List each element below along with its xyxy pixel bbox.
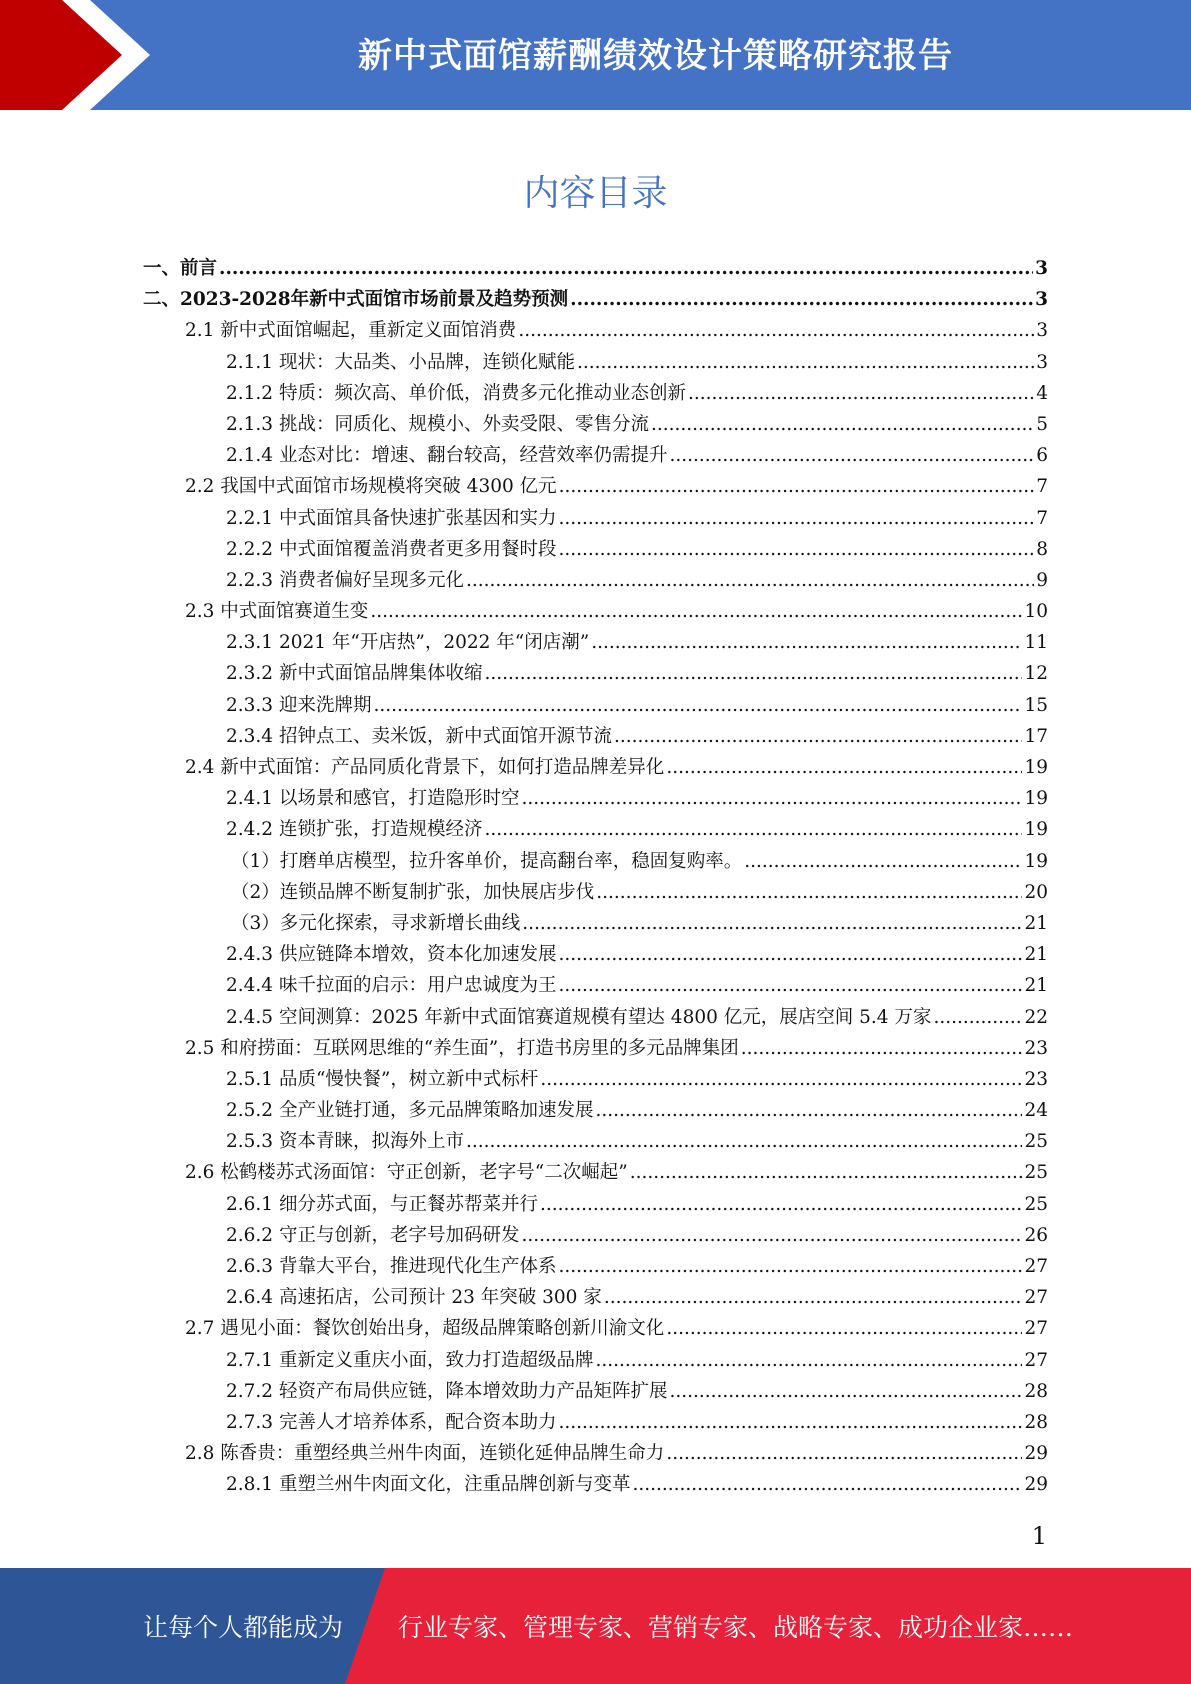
toc-entry-title: 2.2.1 中式面馆具备快速扩张基因和实力 (226, 507, 557, 529)
toc-entry-page: 19 (1024, 819, 1048, 841)
toc-entry-page: 7 (1036, 507, 1048, 529)
toc-entry-title: 2.3.4 招钟点工、卖米饭，新中式面馆开源节流 (226, 725, 612, 747)
toc-entry[interactable] (143, 1190, 1048, 1221)
toc-entry[interactable] (143, 815, 1048, 846)
toc-entry[interactable] (143, 1283, 1048, 1314)
toc-leader-dots (604, 1287, 1023, 1308)
toc-entry[interactable] (143, 971, 1048, 1002)
toc-entry-title: 2.7.1 重新定义重庆小面，致力打造超级品牌 (226, 1349, 594, 1371)
toc-entry-page: 4 (1036, 382, 1048, 404)
toc-entry-page: 19 (1024, 788, 1048, 810)
toc-entry-page: 6 (1036, 445, 1048, 467)
toc-entry-page: 24 (1024, 1100, 1048, 1122)
toc-leader-dots (744, 851, 1022, 872)
toc-leader-dots (614, 726, 1022, 747)
toc-entry[interactable] (143, 566, 1048, 597)
toc-entry[interactable] (143, 847, 1048, 878)
toc-entry-page: 20 (1024, 881, 1048, 903)
toc-entry-title: 2.4.4 味千拉面的启示：用户忠诚度为王 (226, 975, 557, 997)
toc-entry[interactable] (143, 1003, 1048, 1034)
toc-entry[interactable] (143, 909, 1048, 940)
toc-entry-page: 21 (1024, 975, 1048, 997)
toc-entry-page: 15 (1024, 694, 1048, 716)
toc-entry[interactable] (143, 659, 1048, 690)
toc-entry[interactable] (143, 1158, 1048, 1189)
toc-entry-page: 29 (1024, 1474, 1048, 1496)
toc-entry-page: 3 (1036, 320, 1048, 342)
toc-leader-dots (373, 695, 1022, 716)
toc-heading: 内容目录 (523, 173, 668, 214)
toc-leader-dots (558, 539, 1034, 560)
toc-entry-title: 2.4.1 以场景和感官，打造隐形时空 (226, 788, 520, 810)
toc-entry-title: 2.7.3 完善人才培养体系，配合资本助力 (226, 1411, 557, 1433)
toc-entry-title: 2.4.5 空间测算：2025 年新中式面馆赛道规模有望达 4800 亿元，展店空间 5.4 万家 (226, 1006, 932, 1028)
toc-entry-title: 2.2.2 中式面馆覆盖消费者更多用餐时段 (226, 538, 557, 560)
toc-entry[interactable] (143, 1065, 1048, 1096)
toc-entry-title: 2.5 和府捞面：互联网思维的“养生面”，打造书房里的多元品牌集团 (185, 1037, 739, 1059)
toc-leader-dots (466, 570, 1034, 591)
toc-entry[interactable] (143, 316, 1048, 347)
report-title: 新中式面馆薪酬绩效设计策略研究报告 (358, 36, 953, 76)
toc-entry-title: 2.8.1 重塑兰州牛肉面文化，注重品牌创新与变革 (226, 1474, 631, 1496)
toc-entry-page: 3 (1035, 258, 1048, 279)
toc-entry[interactable] (143, 504, 1048, 535)
toc-leader-dots (484, 663, 1022, 684)
toc-entry-page: 27 (1024, 1349, 1048, 1371)
toc-entry[interactable] (143, 597, 1048, 628)
toc-entry-page: 5 (1036, 413, 1048, 435)
toc-leader-dots (933, 1007, 1022, 1028)
toc-entry[interactable] (143, 878, 1048, 909)
toc-entry-page: 9 (1036, 569, 1048, 591)
toc-entry[interactable] (143, 784, 1048, 815)
toc-leader-dots (596, 882, 1022, 903)
page-footer (0, 1568, 1191, 1684)
toc-leader-dots (688, 383, 1034, 404)
toc-entry-title: 2.3.2 新中式面馆品牌集体收缩 (226, 663, 483, 685)
toc-entry-page: 10 (1024, 601, 1048, 623)
toc-entry-title: 2.8 陈香贵：重塑经典兰州牛肉面，连锁化延伸品牌生命力 (185, 1443, 665, 1465)
toc-leader-dots (666, 757, 1022, 778)
toc-entry[interactable] (143, 1346, 1048, 1377)
toc-entry-page: 22 (1024, 1006, 1048, 1028)
toc-entry-page: 11 (1024, 632, 1048, 654)
toc-entry-page: 19 (1024, 757, 1048, 778)
toc-entry-page: 19 (1024, 850, 1048, 872)
toc-entry[interactable] (143, 1252, 1048, 1283)
toc-entry[interactable] (143, 1314, 1048, 1345)
toc-leader-dots (595, 1350, 1022, 1371)
toc-leader-dots (219, 258, 1033, 279)
toc-entry-page: 3 (1035, 289, 1048, 311)
footer-slogan-left: 让每个人都能成为 (143, 1613, 344, 1642)
toc-entry[interactable] (143, 535, 1048, 566)
toc-leader-dots (558, 975, 1022, 996)
header-chevron-graphic (0, 0, 160, 110)
toc-leader-dots (666, 1443, 1022, 1464)
toc-entry-title: 2.2.3 消费者偏好呈现多元化 (226, 569, 464, 591)
toc-leader-dots (558, 944, 1022, 965)
toc-entry-title: 2.5.3 资本青睐，拟海外上市 (226, 1131, 464, 1153)
toc-entry-page: 3 (1036, 351, 1048, 373)
toc-leader-dots (595, 1100, 1022, 1121)
toc-entry[interactable] (143, 410, 1048, 441)
toc-entry-page: 21 (1024, 912, 1048, 934)
toc-entry-page: 7 (1036, 476, 1048, 498)
toc-leader-dots (466, 1131, 1022, 1152)
toc-entry-page: 25 (1024, 1162, 1048, 1184)
toc-leader-dots (522, 913, 1022, 934)
toc-entry-title: 2.5.1 品质“慢快餐”，树立新中式标杆 (226, 1068, 539, 1090)
toc-entry-title: 一、前言 (143, 258, 218, 279)
page-header (0, 0, 1191, 110)
toc-entry-title: 2.7.2 轻资产布局供应链，降本增效助力产品矩阵扩展 (226, 1380, 668, 1402)
toc-entry-page: 27 (1024, 1256, 1048, 1277)
toc-entry-title: 2.6.4 高速拓店，公司预计 23 年突破 300 家 (226, 1287, 602, 1309)
toc-entry-page: 25 (1024, 1193, 1048, 1215)
toc-leader-dots (577, 352, 1034, 373)
toc-leader-dots (570, 289, 1033, 310)
toc-entry-title: 2.6 松鹤楼苏式汤面馆：守正创新，老字号“二次崛起” (185, 1162, 628, 1184)
toc-entry-title: 2.3 中式面馆赛道生变 (185, 601, 369, 623)
toc-entry[interactable] (143, 1377, 1048, 1408)
toc-entry-page: 27 (1024, 1287, 1048, 1309)
toc-entry-title: 2.1.3 挑战：同质化、规模小、外卖受限、零售分流 (226, 413, 649, 435)
toc-entry-title: 2.6.1 细分苏式面，与正餐苏帮菜并行 (226, 1193, 538, 1215)
toc-entry[interactable] (143, 691, 1048, 722)
toc-leader-dots (591, 632, 1022, 653)
toc-leader-dots (651, 414, 1034, 435)
toc-entry[interactable] (143, 254, 1048, 285)
toc-leader-dots (540, 1194, 1022, 1215)
toc-entry-title: 二、2023-2028年新中式面馆市场前景及趋势预测 (143, 289, 569, 311)
toc-entry[interactable] (143, 753, 1048, 784)
toc-entry-title: 2.1 新中式面馆崛起，重新定义面馆消费 (185, 320, 517, 342)
toc-leader-dots (540, 1069, 1022, 1090)
toc-entry-title: （1）打磨单店模型，拉升客单价，提高翻台率，稳固复购率。 (231, 850, 743, 872)
toc-entry[interactable] (143, 1096, 1048, 1127)
toc-leader-dots (666, 1318, 1022, 1339)
toc-leader-dots (630, 1162, 1023, 1183)
toc-entry[interactable] (143, 348, 1048, 379)
toc-entry-title: 2.4 新中式面馆：产品同质化背景下，如何打造品牌差异化 (185, 757, 665, 778)
toc-entry-title: 2.1.2 特质：频次高、单价低，消费多元化推动业态创新 (226, 382, 686, 404)
toc-entry-title: 2.7 遇见小面：餐饮创始出身，超级品牌策略创新川渝文化 (185, 1318, 665, 1340)
toc-entry[interactable] (143, 1127, 1048, 1158)
toc-entry[interactable] (143, 441, 1048, 472)
toc-entry-page: 27 (1024, 1318, 1048, 1340)
toc-entry-title: 2.6.3 背靠大平台，推进现代化生产体系 (226, 1256, 557, 1277)
toc-entry-page: 8 (1036, 538, 1048, 560)
toc-entry[interactable] (143, 1408, 1048, 1439)
page-number: 1 (1031, 1522, 1047, 1550)
toc-entry[interactable] (143, 1034, 1048, 1065)
toc-leader-dots (669, 1381, 1022, 1402)
toc-entry-page: 28 (1024, 1380, 1048, 1402)
toc-entry-title: （2）连锁品牌不断复制扩张，加快展店步伐 (231, 881, 595, 903)
toc-leader-dots (370, 601, 1022, 622)
toc-leader-dots (558, 1412, 1022, 1433)
toc-entry[interactable] (143, 1439, 1048, 1470)
toc-leader-dots (632, 1474, 1022, 1495)
toc-entry-page: 28 (1024, 1411, 1048, 1433)
toc-leader-dots (741, 1038, 1023, 1059)
toc-entry-title: 2.3.3 迎来洗牌期 (226, 694, 372, 716)
toc-entry-title: 2.2 我国中式面馆市场规模将突破 4300 亿元 (185, 476, 557, 498)
toc-entry[interactable] (143, 1470, 1048, 1501)
toc-entry[interactable] (143, 940, 1048, 971)
toc-entry-title: 2.1.1 现状：大品类、小品牌，连锁化赋能 (226, 351, 575, 373)
toc-leader-dots (484, 819, 1022, 840)
toc-entry-page: 29 (1024, 1443, 1048, 1465)
toc-entry-page: 25 (1024, 1131, 1048, 1153)
toc-entry-title: 2.3.1 2021 年“开店热”，2022 年“闭店潮” (226, 632, 590, 654)
toc-entry[interactable] (143, 379, 1048, 410)
toc-entry-page: 21 (1024, 944, 1048, 966)
toc-leader-dots (558, 508, 1034, 529)
toc-entry[interactable] (143, 722, 1048, 753)
toc-leader-dots (521, 1225, 1022, 1246)
table-of-contents (143, 254, 1048, 1502)
toc-entry-title: 2.4.3 供应链降本增效，资本化加速发展 (226, 944, 557, 966)
toc-leader-dots (669, 445, 1034, 466)
toc-entry-title: 2.1.4 业态对比：增速、翻台较高，经营效率仍需提升 (226, 445, 668, 467)
toc-entry-page: 23 (1024, 1068, 1048, 1090)
toc-leader-dots (558, 1256, 1022, 1277)
toc-entry[interactable] (143, 628, 1048, 659)
toc-entry-title: （3）多元化探索，寻求新增长曲线 (231, 912, 521, 934)
toc-leader-dots (518, 320, 1034, 341)
toc-entry-page: 12 (1024, 663, 1048, 685)
toc-entry-page: 17 (1024, 725, 1048, 747)
toc-entry-page: 23 (1024, 1037, 1048, 1059)
toc-entry[interactable] (143, 1221, 1048, 1252)
toc-entry-title: 2.5.2 全产业链打通，多元品牌策略加速发展 (226, 1100, 594, 1122)
toc-entry-page: 26 (1024, 1224, 1048, 1246)
toc-entry-title: 2.6.2 守正与创新，老字号加码研发 (226, 1224, 520, 1246)
toc-entry[interactable] (143, 472, 1048, 503)
footer-slogan-right: 行业专家、管理专家、营销专家、战略专家、成功企业家…… (398, 1613, 1074, 1642)
toc-entry-title: 2.4.2 连锁扩张，打造规模经济 (226, 819, 483, 841)
toc-leader-dots (559, 476, 1035, 497)
toc-entry[interactable] (143, 285, 1048, 316)
toc-leader-dots (521, 788, 1022, 809)
